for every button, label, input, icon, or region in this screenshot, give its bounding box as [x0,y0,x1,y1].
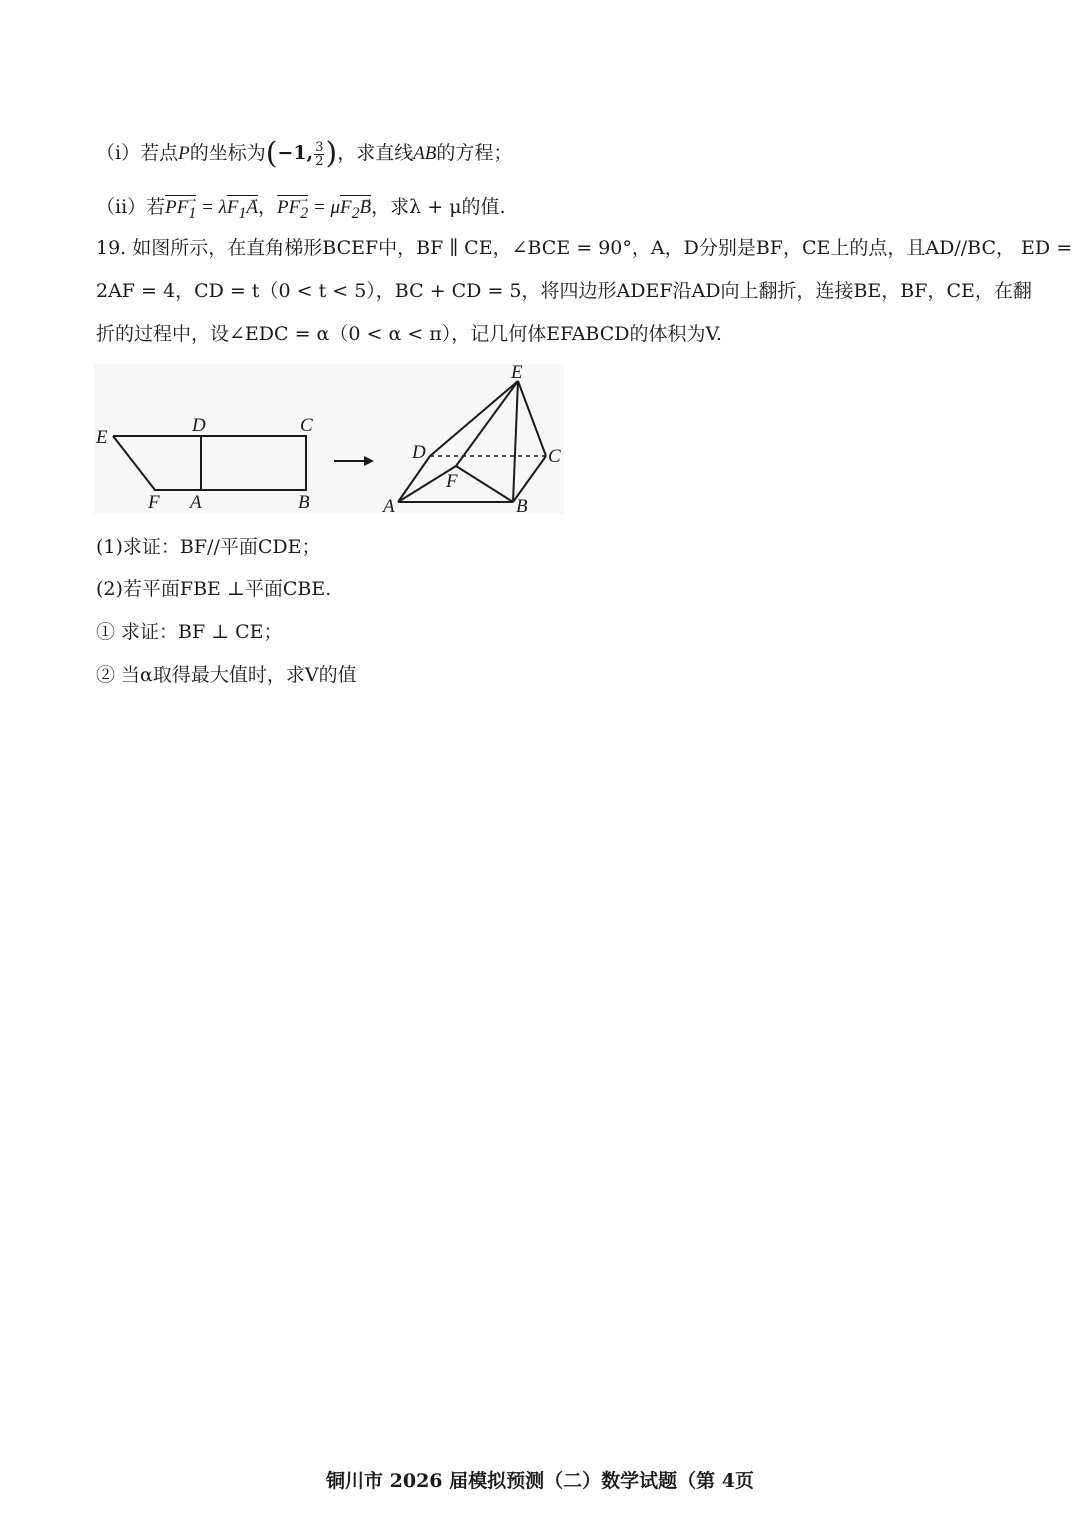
label-b-solid: B [516,496,528,517]
part-i-suffix-a: ，求直线 [337,142,414,164]
right-paren: ) [325,136,338,171]
q19-line-2: 2AF = 4，CD = t（0 < t < 5），BC + CD = 5，将四边形ADEF沿AD向上翻折，连接BE，BF，CE，在翻 [96,280,1032,302]
vector-f2b-main: F [340,197,352,218]
vector-f1a-sub: 1 [238,204,247,222]
sub-question-2: (2)若平面FBE ⊥平面CBE. [96,578,332,600]
eq-lambda: = λ [196,197,227,218]
vector-f2b-sub: 2 [351,204,360,222]
label-d-flat: D [192,415,206,436]
vector-pf1-main: PF [165,197,189,218]
vector-f1a-end: A [246,197,258,218]
fraction-denominator: 2 [315,153,324,169]
vector-pf1-sub: 1 [188,204,197,222]
figure-background [94,364,564,514]
vector-f2b-end: B [359,197,372,218]
label-f-solid: F [446,471,458,492]
label-a-solid: A [383,496,395,517]
vector-f1a-main: F [226,197,239,218]
fraction-numerator: 3 [315,139,324,155]
left-paren: ( [265,136,278,171]
label-e-flat: E [96,427,108,448]
sub-question-2a: ① 求证：BF ⊥ CE； [96,621,283,643]
label-c-solid: C [548,446,561,467]
label-d-solid: D [412,442,426,463]
eq-mu: = μ [308,197,341,218]
part-ii-suffix: ，求λ + μ的值. [371,196,506,218]
q19-line-3: 折的过程中，设∠EDC = α（0 < α < π），记几何体EFABCD的体积为V. [96,323,722,345]
part-i-mid: 的坐标为 [189,142,266,164]
label-a-flat: A [190,492,202,513]
label-b-flat: B [298,492,310,513]
sub-question-2b: ② 当α取得最大值时，求V的值 [96,664,357,686]
page-footer: 铜川市 2026 届模拟预测（二）数学试题（第 4页 [326,1470,754,1492]
part-i-prefix: （i）若点 [96,142,179,164]
line-ab: AB [413,143,437,164]
comma: ， [258,196,278,218]
coord-x: −1, [277,142,314,164]
vector-pf2-main: PF [277,197,301,218]
label-c-flat: C [300,415,313,436]
sub-question-1: (1)求证：BF//平面CDE； [96,536,321,558]
geometry-figure [0,0,1080,540]
point-p: P [178,143,190,164]
part-i-suffix-b: 的方程； [436,142,513,164]
vector-pf2-sub: 2 [300,204,309,222]
label-f-flat: F [148,492,160,513]
label-e-solid: E [511,362,523,383]
part-ii-prefix: （ii）若 [96,196,166,218]
q19-line-1: 19. 如图所示，在直角梯形BCEF中，BF ∥ CE，∠BCE = 90°，A，D分别是BF，CE上的点，且AD//BC， ED = [96,237,1073,259]
